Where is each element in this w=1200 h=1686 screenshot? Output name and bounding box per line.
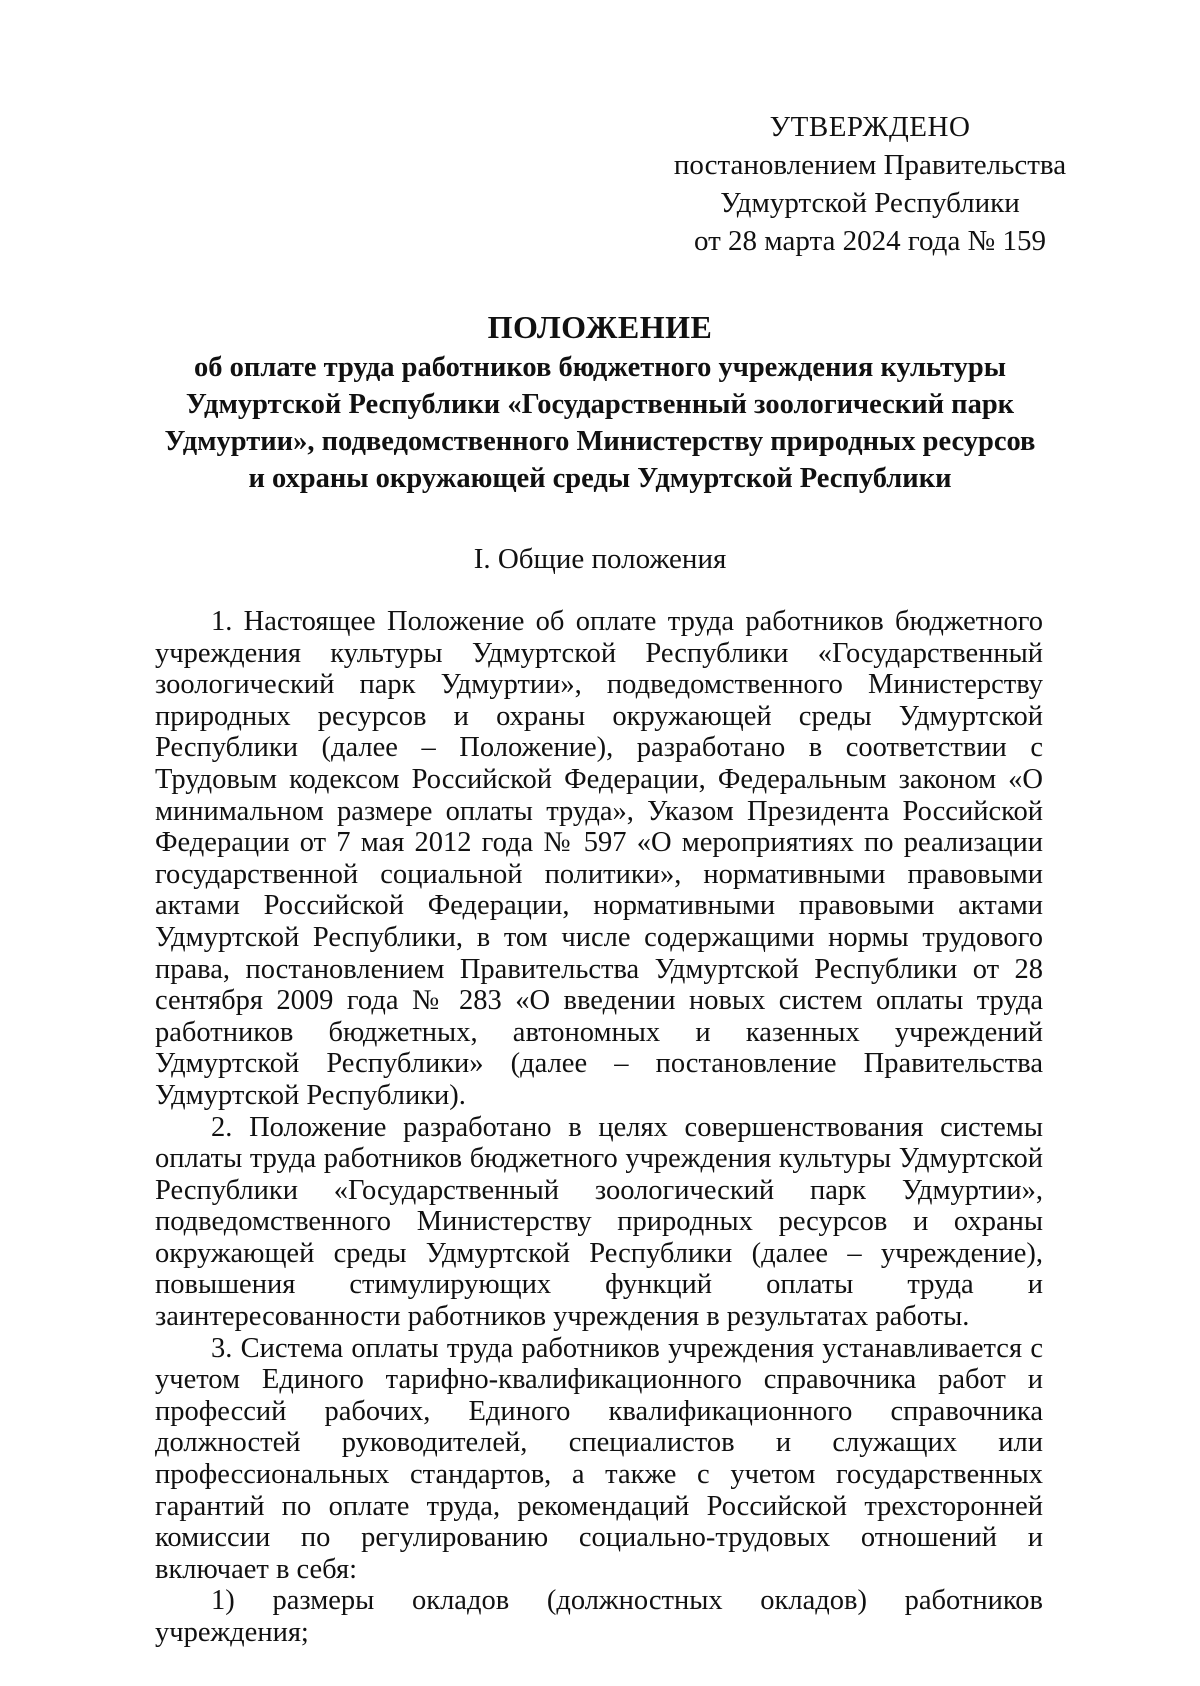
body-text xyxy=(155,606,1043,1649)
paragraph-3: 3. Система оплаты труда работников учреждения устанавливается с учетом Единого тарифно-квалификационного справочника работ и профессий рабочих, Единого квалификационного справочника должностей руководителей, специалистов и служащих или профессиональных стандартов, а также с учетом государственных гарантий по оплате труда, рекомендаций Российской трехсторонней комиссии по регулированию социально-трудовых отношений и включает в себя: xyxy=(155,1332,1043,1585)
document-subtitle-line: Удмуртии», подведомственного Министерству природных ресурсов xyxy=(164,426,1036,457)
document-subtitle-line: об оплате труда работников бюджетного учреждения культуры xyxy=(194,352,1006,383)
document-title: ПОЛОЖЕНИЕ xyxy=(487,309,713,345)
approval-date-line: от 28 марта 2024 года № 159 xyxy=(694,225,1046,257)
approval-line: Удмуртской Республики xyxy=(720,187,1020,219)
paragraph-1: 1. Настоящее Положение об оплате труда работников бюджетного учреждения культуры Удмуртской Республики «Государственный зоологический парк Удмуртии», подведомственного Министерству природных ресурсов и охраны окружающей среды Удмуртской Республики (далее – Положение), разработано в соответствии с Трудовым кодексом Российской Федерации, Федеральным законом «О минимальном размере оплаты труда», Указом Президента Российской Федерации от 7 мая 2012 года № 597 «О мероприятиях по реализации государственной социальной политики», нормативными правовыми актами Российской Федерации, нормативными правовыми актами Удмуртской Республики, в том числе содержащими нормы трудового права, постановлением Правительства Удмуртской Республики от 28 сентября 2009 года № 283 «О введении новых систем оплаты труда работников бюджетных, автономных и казенных учреждений Удмуртской Республики» (далее – постановление Правительства Удмуртской Республики). xyxy=(155,606,1043,1111)
approval-block xyxy=(660,108,1080,260)
approval-heading: УТВЕРЖДЕНО xyxy=(769,111,971,143)
paragraph-2: 2. Положение разработано в целях совершенствования системы оплаты труда работников бюджетного учреждения культуры Удмуртской Республики «Государственный зоологический парк Удмуртии», подведомственного Министерству природных ресурсов и охраны окружающей среды Удмуртской Республики (далее – учреждение), повышения стимулирующих функций оплаты труда и заинтересованности работников учреждения в результатах работы. xyxy=(155,1111,1043,1333)
document-subtitle-line: и охраны окружающей среды Удмуртской Республики xyxy=(248,463,952,494)
document-title-block xyxy=(150,305,1050,497)
list-item-1: 1) размеры окладов (должностных окладов) работников учреждения; xyxy=(155,1585,1043,1648)
section-heading: I. Общие положения xyxy=(473,543,727,575)
document-subtitle-line: Удмуртской Республики «Государственный зоологический парк xyxy=(185,389,1015,420)
approval-line: постановлением Правительства xyxy=(673,149,1067,181)
